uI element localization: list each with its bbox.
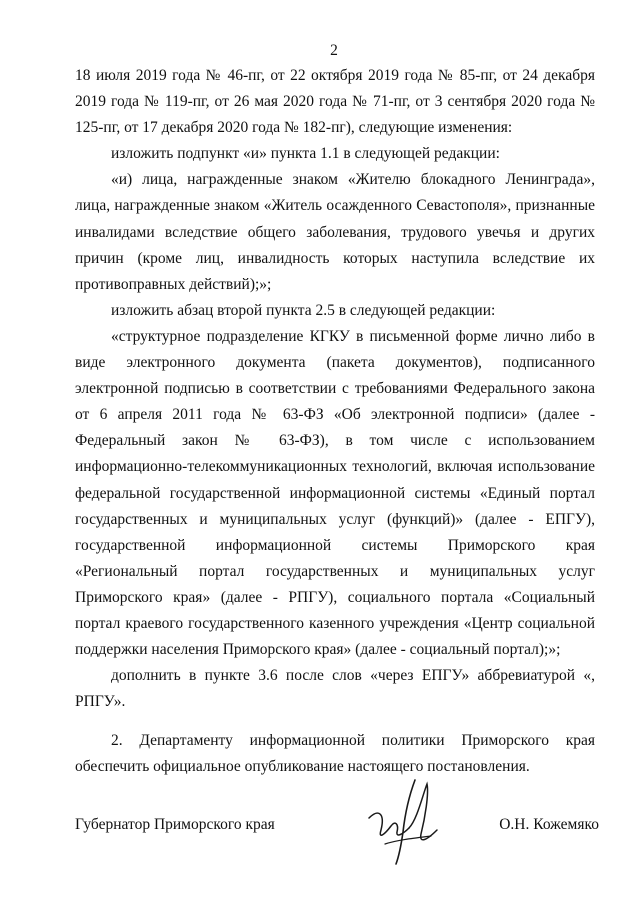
signature-block [75, 816, 599, 856]
page-number: 2 [330, 42, 338, 59]
handwritten-signature [365, 774, 445, 869]
paragraph-subitem-text: «и) лица, награжденные знаком «Жителю блокадного Ленинграда», лица, награжденные знаком «Житель осажденного Севастополя», признанные инвалидами вследствие общего заболевания, трудового увечья и других причин (кроме лиц, инвалидность которых наступила вследствие их противоправных действий);»; [75, 171, 595, 293]
signatory-title: Губернатор Приморского края [75, 816, 275, 833]
signatory-name: О.Н. Кожемяко [499, 816, 599, 833]
paragraph-continuation: 18 июля 2019 года № 46-пг, от 22 октября 2019 года № 85-пг, от 24 декабря 2019 года № 119-пг, от 26 мая 2020 года № 71-пг, от 3 сентября 2020 года № 125-пг, от 17 декабря 2020 года № 182-пг), следующие изменения: [75, 67, 595, 137]
document-body [75, 63, 595, 781]
paragraph-amend-subitem: изложить подпункт «и» пункта 1.1 в следующей редакции: [111, 145, 500, 163]
paragraph-amend-clause: изложить абзац второй пункта 2.5 в следующей редакции: [111, 301, 496, 319]
paragraph-item-2: 2. Департаменту информационной политики Приморского края обеспечить официальное опубликование настоящего постановления. [75, 732, 595, 776]
paragraph-supplement: дополнить в пункте 3.6 после слов «через ЕПГУ» аббревиатурой «, РПГУ». [75, 667, 595, 711]
paragraph-clause-text: «структурное подразделение КГКУ в письменной форме лично либо в виде электронного документа (пакета документов), подписанного электронной подписью в соответствии с требованиями Федерального закона от 6 апреля 2011 года № 63-ФЗ «Об электронной подписи» (далее - Федеральный закон № 63-ФЗ), в том числе с использованием информационно-телекоммуникационных технологий, включая использование федеральной государственной информационной системы «Единый портал государственных и муниципальных услуг (функций)» (далее - ЕПГУ), государственной информационной системы Приморского края «Региональный портал государственных и муниципальных услуг Приморского края» (далее - РПГУ), социального портала «Социальный портал краевого государственного казенного учреждения «Центр социальной поддержки населения Приморского края» (далее - социальный портал);»; [75, 327, 595, 659]
